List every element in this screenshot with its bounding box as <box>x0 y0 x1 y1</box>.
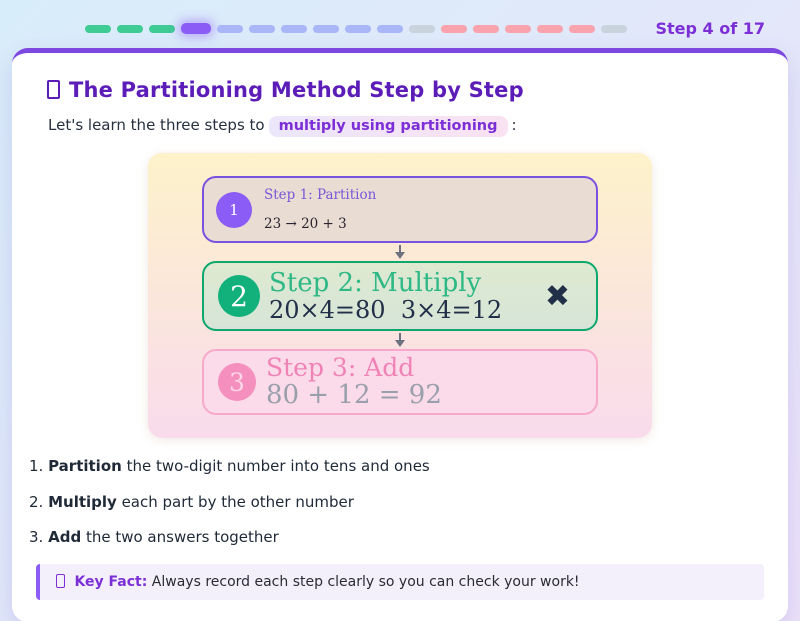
progress-segment-7[interactable] <box>281 25 307 33</box>
list-keyword: Multiply <box>48 492 117 511</box>
step-3-title: Step 3: Add <box>266 353 415 383</box>
arrow-dashed-line <box>399 245 401 252</box>
page-title <box>12 78 788 102</box>
highlighted-term: multiply using partitioning <box>269 116 508 137</box>
list-text: each part by the other number <box>116 492 354 511</box>
list-marker: 1. <box>29 457 44 475</box>
step-2-formula: 20×4=80 3×4=12 <box>269 296 503 325</box>
list-keyword: Partition <box>48 457 122 475</box>
step-3-text <box>266 354 442 409</box>
arrow-head <box>395 340 405 347</box>
key-fact-text: Always record each step clearly so you can check your work! <box>151 573 580 590</box>
step-1-formula: 23 → 20 + 3 <box>264 216 347 232</box>
progress-segment-9[interactable] <box>345 25 371 33</box>
key-fact-callout <box>36 564 764 600</box>
method-steps-list <box>12 457 788 546</box>
progress-segment-12[interactable] <box>441 25 467 33</box>
progress-segment-17[interactable] <box>601 25 627 33</box>
diagram-step-partition <box>202 176 598 243</box>
progress-segment-2[interactable] <box>117 25 143 33</box>
progress-segment-15[interactable] <box>537 25 563 33</box>
progress-segment-14[interactable] <box>505 25 531 33</box>
heavy-multiplication-x-icon: ✖ <box>544 278 570 314</box>
emoji-placeholder-icon <box>56 574 65 588</box>
partitioning-diagram <box>148 153 652 438</box>
key-fact-label: Key Fact: <box>74 573 148 590</box>
list-text: the two-digit number into tens and ones <box>121 457 430 475</box>
progress-segment-5[interactable] <box>217 25 243 33</box>
progress-segment-13[interactable] <box>473 25 499 33</box>
diagram-step-multiply <box>202 261 598 331</box>
down-arrow-icon <box>394 333 406 347</box>
progress-segment-8[interactable] <box>313 25 339 33</box>
progress-segment-1[interactable] <box>85 25 111 33</box>
list-item-multiply <box>29 493 788 511</box>
step-1-number-badge: 1 <box>216 192 252 228</box>
step-3-formula: 80 + 12 = 92 <box>266 380 442 411</box>
arrow-dashed-line <box>399 333 401 340</box>
progress-segment-10[interactable] <box>377 25 403 33</box>
diagram-step-add <box>202 349 598 415</box>
progress-bar <box>0 0 800 38</box>
step-1-text <box>264 187 376 232</box>
intro-sentence <box>12 116 788 137</box>
progress-segment-4[interactable] <box>181 23 211 34</box>
list-item-add <box>29 528 788 546</box>
progress-step-label: Step 4 of 17 <box>655 19 765 38</box>
list-item-partition <box>29 457 788 475</box>
intro-prefix: Let's learn the three steps to <box>48 116 265 134</box>
progress-segment-3[interactable] <box>149 25 175 33</box>
list-marker: 2. <box>29 492 44 511</box>
progress-segment-16[interactable] <box>569 25 595 33</box>
step-2-text <box>269 269 502 324</box>
step-2-number-badge: 2 <box>218 275 260 317</box>
emoji-placeholder-icon <box>47 80 60 99</box>
list-text: the two answers together <box>81 528 279 546</box>
page-title-text: The Partitioning Method Step by Step <box>69 78 524 102</box>
step-2-title: Step 2: Multiply <box>269 267 482 298</box>
down-arrow-icon <box>394 245 406 259</box>
step-1-title: Step 1: Partition <box>264 187 377 203</box>
list-marker: 3. <box>29 528 44 546</box>
step-3-number-badge: 3 <box>218 363 256 401</box>
arrow-head <box>395 252 405 259</box>
lesson-card <box>12 48 788 621</box>
progress-segment-11[interactable] <box>409 25 435 33</box>
list-keyword: Add <box>48 528 82 546</box>
intro-suffix: : <box>511 116 517 134</box>
progress-segment-6[interactable] <box>249 25 275 33</box>
